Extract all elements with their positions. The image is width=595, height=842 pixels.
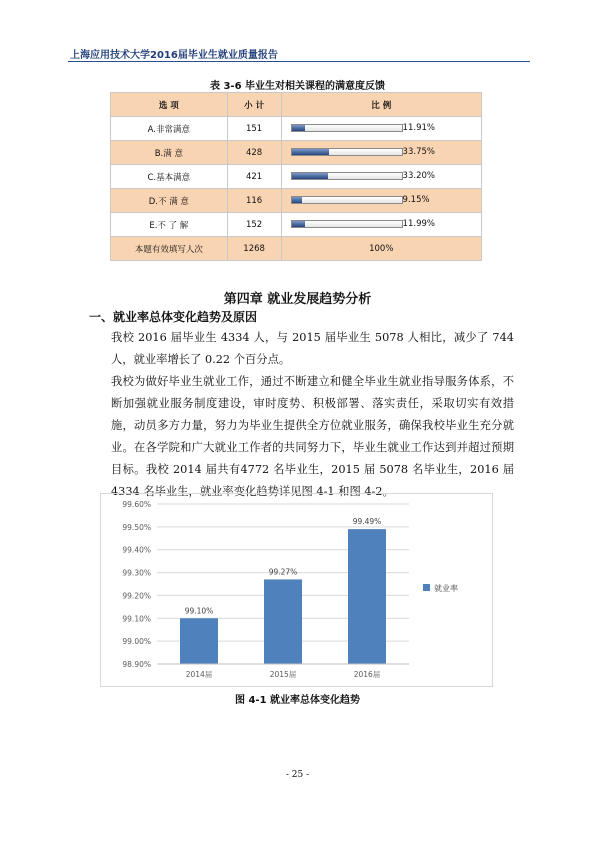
option-cell: C.基本满意	[111, 165, 228, 189]
figure-caption: 图 4-1 就业率总体变化趋势	[234, 695, 361, 706]
ratio-bar	[291, 172, 403, 180]
total-percent: 100%	[281, 237, 481, 261]
table-header-row	[111, 93, 482, 117]
y-tick-label: 99.10%	[122, 614, 151, 624]
paragraph-text: 我校 2016 届毕业生 4334 人，与 2015 届毕业生 5078 人相比，减少了 744 人，就业率增长了 0.22 个百分点。	[111, 331, 514, 366]
ratio-bar-fill	[292, 221, 305, 227]
table-row	[111, 165, 482, 189]
y-tick-label: 99.60%	[122, 500, 151, 509]
y-tick-label: 99.30%	[122, 568, 151, 578]
count-cell: 152	[227, 213, 281, 237]
table-total-row	[111, 237, 482, 261]
y-tick-label: 99.50%	[122, 522, 151, 532]
ratio-bar	[291, 196, 403, 204]
satisfaction-table	[110, 92, 482, 261]
table-caption: 表 3-6 毕业生对相关课程的满意度反馈	[209, 81, 386, 92]
data-label: 99.27%	[268, 567, 298, 577]
count-cell: 421	[227, 165, 281, 189]
table-row	[111, 189, 482, 213]
ratio-bar	[291, 124, 403, 132]
x-tick-label: 2014届	[185, 670, 213, 679]
count-cell: 151	[227, 117, 281, 141]
ratio-percent: 11.99%	[402, 219, 435, 229]
ratio-bar	[291, 220, 403, 228]
paragraph-text: 我校为做好毕业生就业工作，通过不断建立和健全毕业生就业指导服务体系，不断加强就业服务制度建设，审时度势、积极部署、落实责任，采取切实有效措施，动员多方力量，努力为毕业生提供全方位就业服务，确保我校毕业生充分就业。在各学院和广大就业工作者的共同努力下，毕业生就业工作达到并超过预期目标。我校 2014 届共有4772 名毕业生，2015 届 5078 名毕业生，2016 届 4334 名毕业生，就业率变化趋势详见图 4-1 和图 4-2。	[111, 375, 514, 498]
table-row	[111, 141, 482, 165]
y-tick-label: 99.40%	[122, 545, 151, 555]
bar	[180, 618, 218, 664]
employment-rate-chart	[100, 493, 493, 687]
count-cell: 116	[227, 189, 281, 213]
option-cell: E.不 了 解	[111, 213, 228, 237]
section-title: 一、就业率总体变化趋势及原因	[89, 310, 258, 324]
ratio-cell	[281, 213, 481, 237]
ratio-cell	[281, 189, 481, 213]
bar	[348, 529, 386, 664]
chart-canvas	[101, 494, 492, 686]
ratio-percent: 33.75%	[402, 147, 435, 157]
column-header-count: 小 计	[227, 93, 281, 117]
ratio-percent: 33.20%	[402, 171, 435, 181]
header-rule	[68, 61, 530, 62]
column-header-ratio: 比 例	[281, 93, 481, 117]
y-tick-label: 99.20%	[122, 591, 151, 601]
x-tick-label: 2016届	[353, 670, 381, 679]
ratio-percent: 11.91%	[402, 123, 435, 133]
paragraph	[89, 327, 514, 371]
total-count: 1268	[227, 237, 281, 261]
bar	[264, 579, 302, 664]
option-cell: A.非常满意	[111, 117, 228, 141]
x-tick-label: 2015届	[269, 670, 297, 679]
y-tick-label: 98.90%	[122, 660, 151, 669]
option-cell: D.不 满 意	[111, 189, 228, 213]
table-row	[111, 213, 482, 237]
ratio-bar-fill	[292, 125, 305, 131]
ratio-cell	[281, 117, 481, 141]
ratio-bar-fill	[292, 149, 329, 155]
page-header: 上海应用技术大学2016届毕业生就业质量报告	[70, 50, 278, 61]
legend-swatch	[423, 584, 430, 591]
chapter-title: 第四章 就业发展趋势分析	[223, 292, 372, 307]
data-label: 99.49%	[352, 517, 382, 527]
ratio-bar	[291, 148, 403, 156]
ratio-cell	[281, 141, 481, 165]
legend-label: 就业率	[434, 584, 458, 593]
count-cell: 428	[227, 141, 281, 165]
table-row	[111, 117, 482, 141]
total-label: 本题有效填写人次	[111, 237, 228, 261]
data-label: 99.10%	[184, 606, 214, 616]
column-header-option: 选 项	[111, 93, 228, 117]
paragraph	[89, 371, 514, 503]
page-number: - 25 -	[285, 770, 310, 780]
ratio-cell	[281, 165, 481, 189]
ratio-bar-fill	[292, 197, 302, 203]
ratio-bar-fill	[292, 173, 329, 179]
ratio-percent: 9.15%	[402, 195, 430, 205]
option-cell: B.满 意	[111, 141, 228, 165]
y-tick-label: 99.00%	[122, 637, 151, 647]
